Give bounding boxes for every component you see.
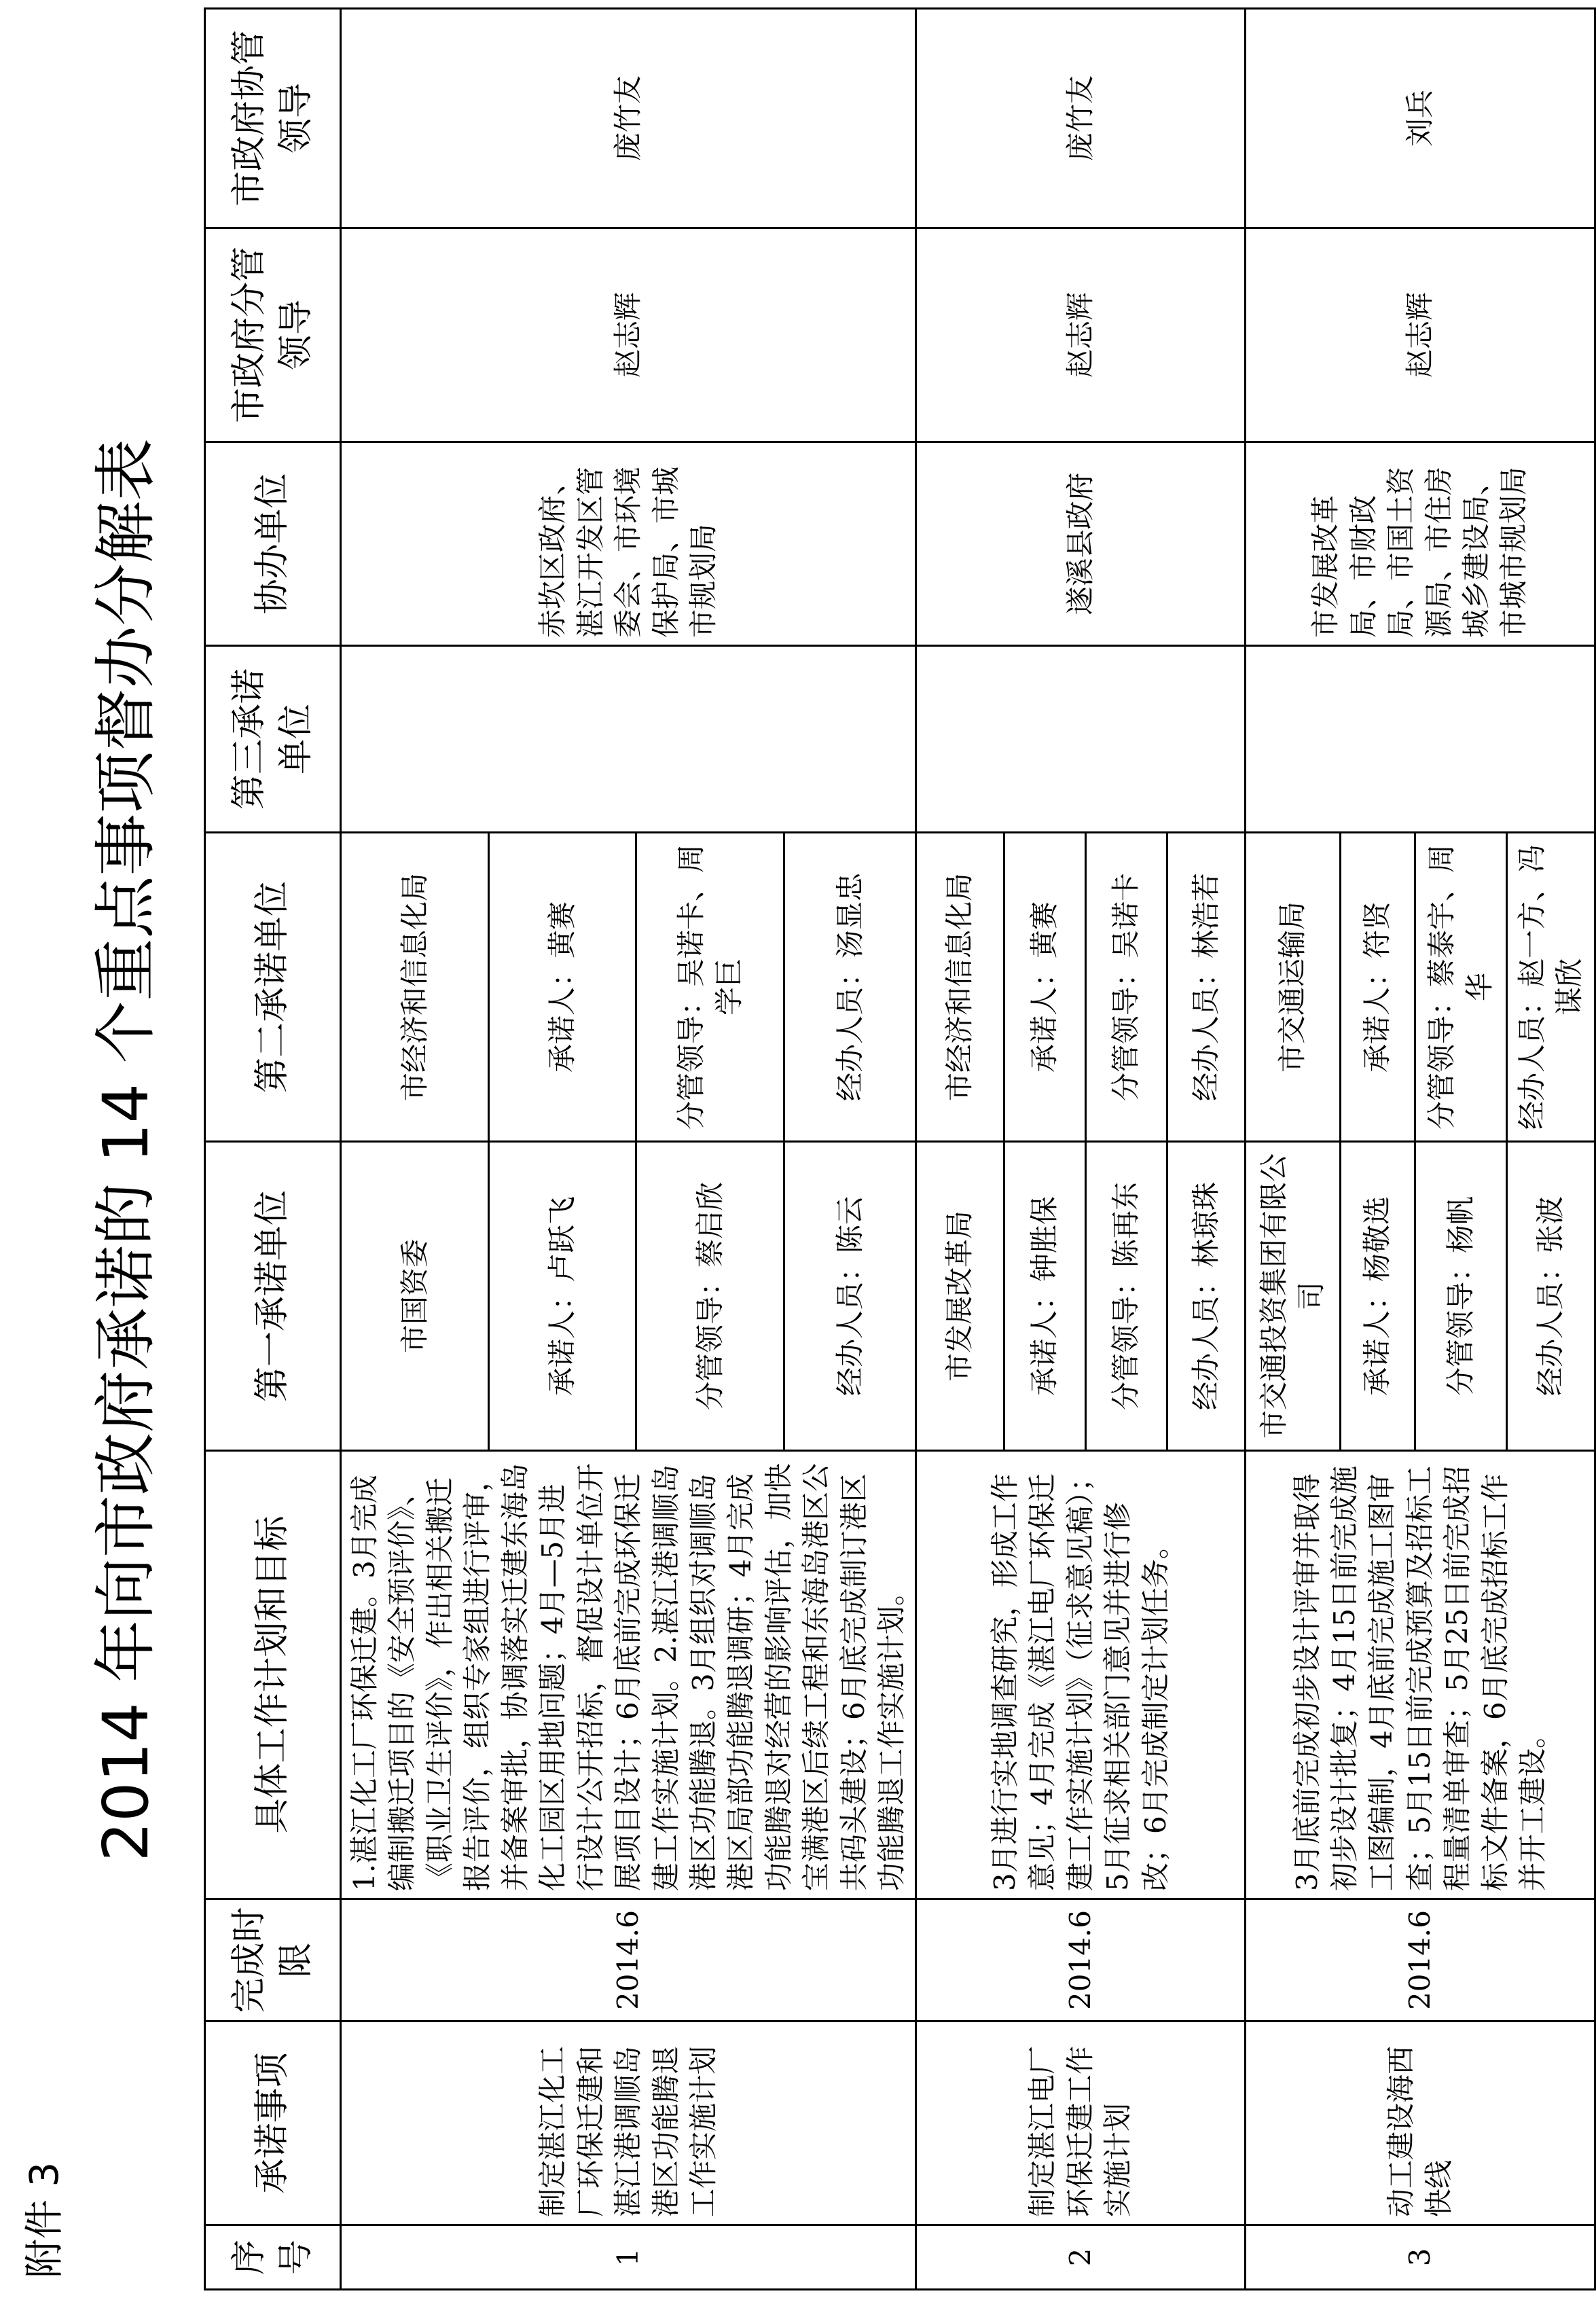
cell-assist: 遂溪县政府 xyxy=(915,442,1245,646)
header-unit2: 第二承诺单位 xyxy=(205,833,341,1142)
cell-unit3 xyxy=(1245,646,1595,833)
table-row xyxy=(1245,9,1340,2290)
cell-unit2-leader: 分管领导：蔡泰宇、周华 xyxy=(1415,833,1506,1142)
cell-assist: 市发展改革局、市财政局、市国土资源局、市住房城乡建设局、市城市规划局 xyxy=(1245,442,1595,646)
cell-deadline: 2014.6 xyxy=(341,1899,916,2022)
cell-seq: 2 xyxy=(915,2225,1245,2290)
header-deadline: 完成时限 xyxy=(205,1899,341,2022)
cell-plan: 3月进行实地调查研究，形成工作意见；4月完成《湛江电厂环保迁建工作实施计划》（征求意见稿）；5月征求相关部门意见并进行修改；6月完成制定计划任务。 xyxy=(915,1451,1245,1899)
cell-unit2-name: 市经济和信息化局 xyxy=(341,833,489,1142)
header-leader2: 市政府协管领导 xyxy=(205,9,341,228)
cell-plan: 1.湛江化工厂环保迁建。3月完成编制搬迁项目的《安全预评价》、《职业卫生评价》，作出相关搬迁报告评价，组织专家组进行评审，并备案审批，协调落实迁建东海岛化工园区用地问题；4月—5月进行设计公开招标，督促设计单位开展项目设计；6月底前完成环保迁建工作实施计划。2.湛江港调顺岛港区功能腾退。3月组织对调顺岛港区局部功能腾退调研；4月完成功能腾退对经营的影响评估，加快宝满港区后续工程和东海岛港区公共码头建设；6月底完成制订港区功能腾退工作实施计划。 xyxy=(341,1451,916,1899)
cell-leader2: 庞竹友 xyxy=(341,9,916,228)
cell-unit2-promisor: 承诺人：黄赛 xyxy=(1004,833,1085,1142)
cell-leader1: 赵志辉 xyxy=(915,228,1245,442)
header-unit3: 第三承诺单位 xyxy=(205,646,341,833)
cell-unit2-promisor: 承诺人：符贤 xyxy=(1340,833,1415,1142)
header-plan: 具体工作计划和目标 xyxy=(205,1451,341,1899)
cell-assist: 赤坎区政府、湛江开发区管委会、市环境保护局、市城市规划局 xyxy=(341,442,916,646)
cell-unit2-name: 市交通运输局 xyxy=(1245,833,1340,1142)
cell-unit1-name: 市发展改革局 xyxy=(915,1142,1004,1451)
cell-plan: 3月底前完成初步设计评审并取得初步设计批复；4月15日前完成施工图编制，4月底前完成施工图审查；5月15日前完成预算及招标工程量清单审查；5月25日前完成招标文件备案，6月底完成招标工作并开工建设。 xyxy=(1245,1451,1595,1899)
cell-unit1-promisor: 承诺人：卢跃飞 xyxy=(488,1142,636,1451)
cell-unit3 xyxy=(915,646,1245,833)
header-seq: 序号 xyxy=(205,2225,341,2290)
cell-unit3 xyxy=(341,646,916,833)
cell-unit1-handler: 经办人员：张波 xyxy=(1506,1142,1595,1451)
supervision-table xyxy=(204,7,1596,2290)
cell-seq: 3 xyxy=(1245,2225,1595,2290)
cell-unit1-name: 市国资委 xyxy=(341,1142,489,1451)
page-title: 2014 年向市政府承诺的 14 个重点事项督办分解表 xyxy=(90,438,162,1862)
cell-item: 制定湛江电厂环保迁建工作实施计划 xyxy=(915,2022,1245,2225)
cell-unit2-handler: 经办人员：林浩若 xyxy=(1167,833,1245,1142)
header-row xyxy=(205,9,341,2290)
header-leader1: 市政府分管领导 xyxy=(205,228,341,442)
cell-unit2-handler: 经办人员：赵一方、冯谋欣 xyxy=(1506,833,1595,1142)
cell-leader2: 庞竹友 xyxy=(915,9,1245,228)
header-item: 承诺事项 xyxy=(205,2022,341,2225)
table-row xyxy=(915,9,1004,2290)
cell-unit1-leader: 分管领导：蔡启欣 xyxy=(636,1142,784,1451)
table-row xyxy=(341,9,489,2290)
cell-unit1-promisor: 承诺人：杨敬选 xyxy=(1340,1142,1415,1451)
cell-item: 动工建设海西快线 xyxy=(1245,2022,1595,2225)
cell-unit1-handler: 经办人员：陈云 xyxy=(784,1142,916,1451)
cell-unit1-leader: 分管领导：杨帆 xyxy=(1415,1142,1506,1451)
header-assist: 协办单位 xyxy=(205,442,341,646)
attachment-label: 附件 3 xyxy=(21,2161,67,2278)
cell-unit2-handler: 经办人员：汤显忠 xyxy=(784,833,916,1142)
header-unit1: 第一承诺单位 xyxy=(205,1142,341,1451)
cell-leader2: 刘兵 xyxy=(1245,9,1595,228)
cell-item: 制定湛江化工厂环保迁建和湛江港调顺岛港区功能腾退工作实施计划 xyxy=(341,2022,916,2225)
cell-deadline: 2014.6 xyxy=(1245,1899,1595,2022)
cell-unit1-promisor: 承诺人：钟胜保 xyxy=(1004,1142,1085,1451)
cell-leader1: 赵志辉 xyxy=(341,228,916,442)
cell-unit2-promisor: 承诺人：黄赛 xyxy=(488,833,636,1142)
cell-unit2-name: 市经济和信息化局 xyxy=(915,833,1004,1142)
cell-leader1: 赵志辉 xyxy=(1245,228,1595,442)
cell-unit2-leader: 分管领导：吴诺卡 xyxy=(1085,833,1167,1142)
cell-seq: 1 xyxy=(341,2225,916,2290)
cell-unit1-handler: 经办人员：林琼珠 xyxy=(1167,1142,1245,1451)
cell-unit1-name: 市交通投资集团有限公司 xyxy=(1245,1142,1340,1451)
cell-deadline: 2014.6 xyxy=(915,1899,1245,2022)
cell-unit1-leader: 分管领导：陈再东 xyxy=(1085,1142,1167,1451)
cell-unit2-leader: 分管领导：吴诺卡、周学巨 xyxy=(636,833,784,1142)
